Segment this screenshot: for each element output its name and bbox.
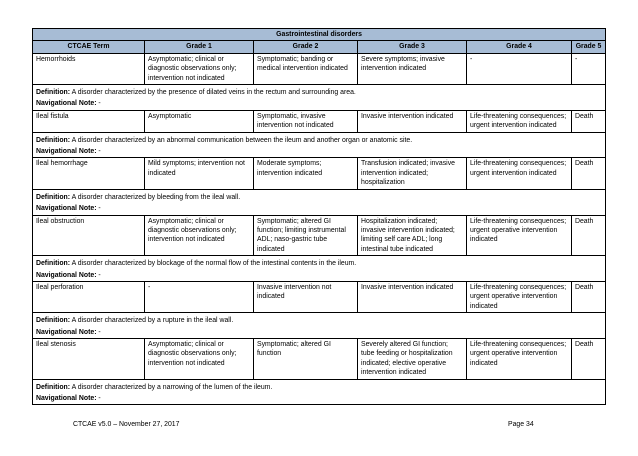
ctcae-table	[32, 28, 606, 405]
grade-2-cell: Moderate symptoms; intervention indicated	[254, 158, 358, 189]
grade-3-cell: Transfusion indicated; invasive intervention indicated; hospitalization	[358, 158, 467, 189]
term-row	[33, 53, 606, 84]
table-body	[33, 53, 606, 405]
term-row	[33, 215, 606, 256]
term-cell: Ileal hemorrhage	[33, 158, 145, 189]
grade-5-cell: -	[572, 53, 606, 84]
grade-4-cell: Life-threatening consequences; urgent intervention indicated	[467, 110, 572, 132]
grade-1-cell: -	[145, 281, 254, 312]
navigational-note-text: -	[98, 328, 101, 336]
definition-row	[33, 256, 606, 270]
grade-3-cell: Invasive intervention indicated	[358, 110, 467, 132]
grade-2-cell: Symptomatic; altered GI function; limiting instrumental ADL; naso-gastric tube indicated	[254, 215, 358, 256]
navigational-note-row	[33, 98, 606, 110]
definition-row	[33, 313, 606, 327]
grade-4-cell: Life-threatening consequences; urgent intervention indicated	[467, 158, 572, 189]
grade-1-cell: Asymptomatic	[145, 110, 254, 132]
column-header: Grade 4	[467, 41, 572, 53]
grade-5-cell: Death	[572, 158, 606, 189]
definition-text: A disorder characterized by a narrowing of the lumen of the ileum.	[71, 383, 273, 391]
navigational-note-text: -	[98, 148, 101, 156]
term-row	[33, 281, 606, 312]
definition-label: Definition:	[36, 89, 71, 97]
term-cell: Hemorrhoids	[33, 53, 145, 84]
footer-version-date: CTCAE v5.0 – November 27, 2017	[73, 421, 180, 428]
grade-2-cell: Invasive intervention not indicated	[254, 281, 358, 312]
navigational-note-row	[33, 327, 606, 339]
definition-text: A disorder characterized by blockage of the normal flow of the intestinal contents in the ileum.	[71, 260, 357, 268]
definition-text: A disorder characterized by bleeding from the ileal wall.	[71, 193, 241, 201]
term-cell: Ileal stenosis	[33, 338, 145, 379]
navigational-note-label: Navigational Note:	[36, 148, 97, 156]
grade-4-cell: Life-threatening consequences; urgent operative intervention indicated	[467, 215, 572, 256]
grade-5-cell: Death	[572, 215, 606, 256]
grade-2-cell: Symptomatic; banding or medical intervention indicated	[254, 53, 358, 84]
term-cell: Ileal perforation	[33, 281, 145, 312]
definition-row	[33, 132, 606, 146]
definition-label: Definition:	[36, 317, 71, 325]
navigational-note-row	[33, 393, 606, 405]
navigational-note-text: -	[98, 205, 101, 213]
column-header-row	[33, 41, 606, 53]
term-row	[33, 158, 606, 189]
grade-3-cell: Invasive intervention indicated	[358, 281, 467, 312]
grade-4-cell: Life-threatening consequences; urgent operative intervention indicated	[467, 281, 572, 312]
grade-3-cell: Severely altered GI function; tube feeding or hospitalization indicated; elective operative intervention indicated	[358, 338, 467, 379]
navigational-note-label: Navigational Note:	[36, 395, 97, 402]
grade-1-cell: Asymptomatic; clinical or diagnostic observations only; intervention not indicated	[145, 215, 254, 256]
navigational-note-label: Navigational Note:	[36, 100, 97, 108]
section-title: Gastrointestinal disorders	[33, 29, 606, 41]
navigational-note-text: -	[98, 271, 101, 279]
definition-label: Definition:	[36, 136, 71, 144]
column-header: Grade 5	[572, 41, 606, 53]
grade-5-cell: Death	[572, 281, 606, 312]
definition-text: A disorder characterized by the presence of dilated veins in the rectum and surrounding area.	[71, 89, 356, 97]
term-row	[33, 338, 606, 379]
navigational-note-label: Navigational Note:	[36, 205, 97, 213]
term-cell: Ileal obstruction	[33, 215, 145, 256]
column-header: Grade 3	[358, 41, 467, 53]
grade-1-cell: Asymptomatic; clinical or diagnostic observations only; intervention not indicated	[145, 338, 254, 379]
navigational-note-row	[33, 146, 606, 158]
navigational-note-row	[33, 203, 606, 215]
grade-5-cell: Death	[572, 338, 606, 379]
navigational-note-text: -	[98, 395, 101, 402]
grade-4-cell: -	[467, 53, 572, 84]
grade-5-cell: Death	[572, 110, 606, 132]
grade-3-cell: Severe symptoms; invasive intervention indicated	[358, 53, 467, 84]
definition-row	[33, 85, 606, 99]
definition-row	[33, 189, 606, 203]
grade-2-cell: Symptomatic; altered GI function	[254, 338, 358, 379]
navigational-note-row	[33, 270, 606, 282]
definition-label: Definition:	[36, 383, 71, 391]
navigational-note-label: Navigational Note:	[36, 328, 97, 336]
definition-text: A disorder characterized by a rupture in the ileal wall.	[71, 317, 234, 325]
grade-3-cell: Hospitalization indicated; invasive intervention indicated; limiting self care ADL; long intestinal tube indicated	[358, 215, 467, 256]
term-cell: Ileal fistula	[33, 110, 145, 132]
definition-label: Definition:	[36, 193, 71, 201]
column-header: Grade 1	[145, 41, 254, 53]
term-row	[33, 110, 606, 132]
column-header: Grade 2	[254, 41, 358, 53]
grade-1-cell: Asymptomatic; clinical or diagnostic observations only; intervention not indicated	[145, 53, 254, 84]
definition-text: A disorder characterized by an abnormal communication between the ileum and another organ or anatomic site.	[71, 136, 413, 144]
grade-2-cell: Symptomatic, invasive intervention not indicated	[254, 110, 358, 132]
column-header: CTCAE Term	[33, 41, 145, 53]
grade-1-cell: Mild symptoms; intervention not indicated	[145, 158, 254, 189]
navigational-note-text: -	[98, 100, 101, 108]
navigational-note-label: Navigational Note:	[36, 271, 97, 279]
definition-row	[33, 379, 606, 393]
definition-label: Definition:	[36, 260, 71, 268]
grade-4-cell: Life-threatening consequences; urgent operative intervention indicated	[467, 338, 572, 379]
footer-page-number: Page 34	[508, 421, 534, 428]
